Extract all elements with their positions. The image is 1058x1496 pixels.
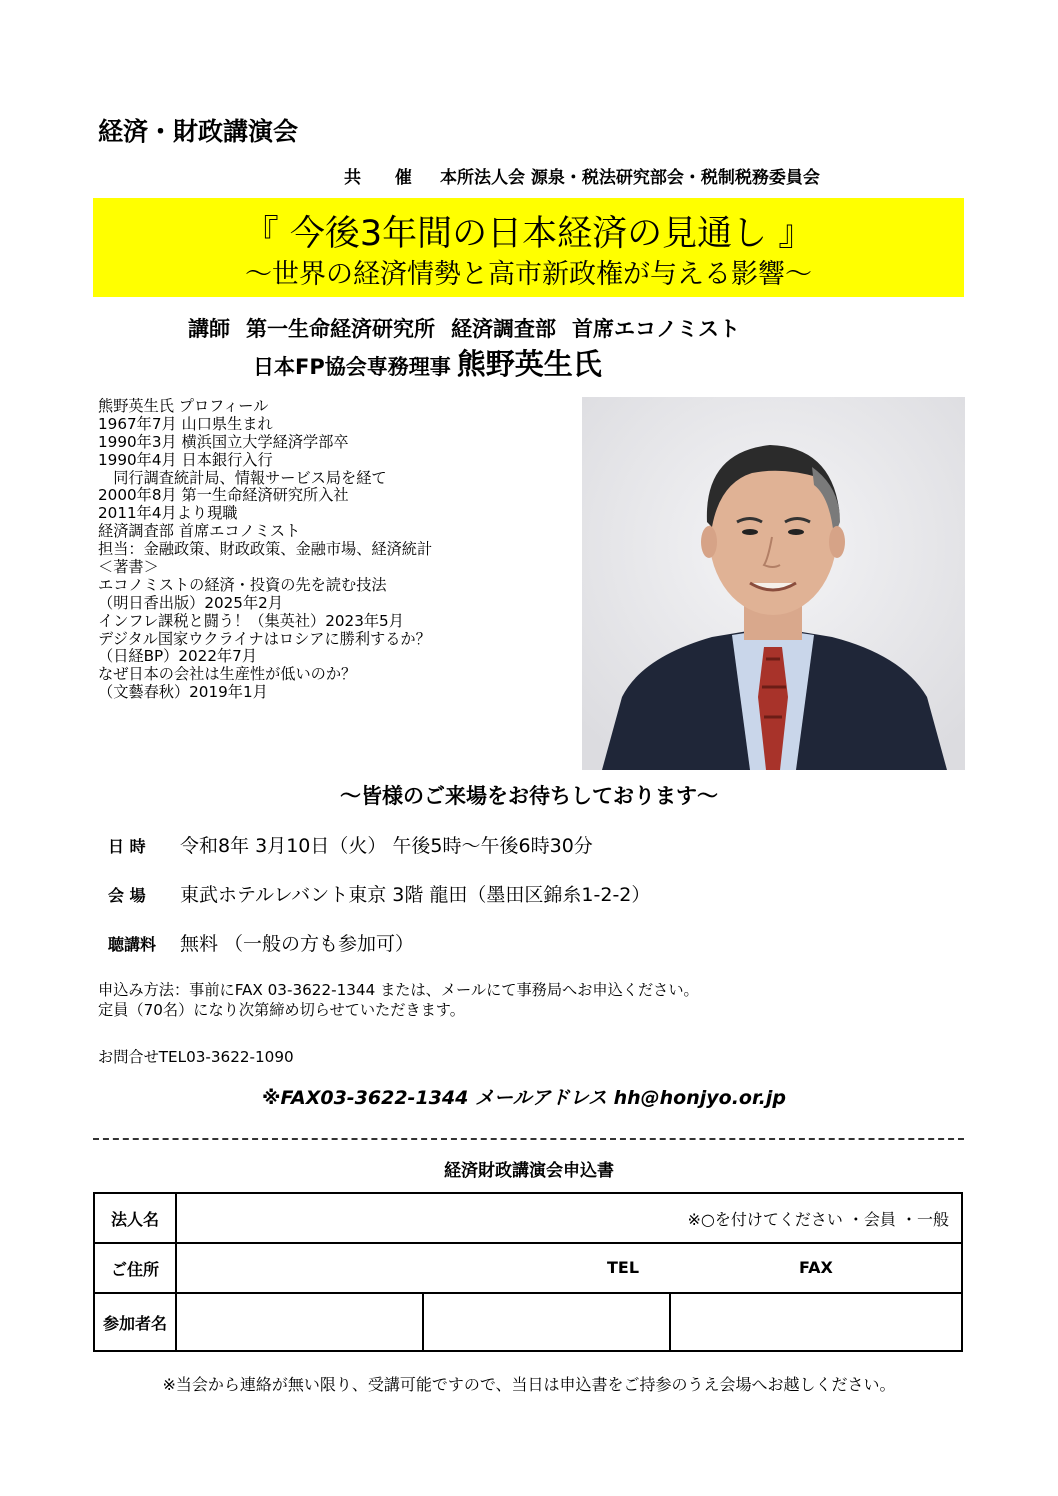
lecturer-label: 講師	[188, 317, 230, 341]
address-field[interactable]	[176, 1243, 962, 1293]
event-date: 令和8年 3月10日（火） 午後5時～午後6時30分	[180, 835, 593, 857]
event-fee: 無料 （一般の方も参加可）	[180, 933, 415, 955]
lecturer-name: 熊野英生氏	[456, 347, 602, 381]
member-note: ※○を付けてください ・会員 ・一般	[687, 1209, 949, 1229]
capacity-note: 定員（70名）になり次第締め切らせていただきます。	[98, 1001, 465, 1019]
participant-field-3[interactable]	[670, 1293, 962, 1351]
lecturer-profile	[98, 398, 432, 702]
lecture-subtitle: ～世界の経済情勢と高市新政権が与える影響～	[245, 259, 812, 290]
profile-line: 1990年3月 横浜国立大学経済学部卒	[98, 432, 349, 451]
profile-line: 担当：金融政策、財政政策、金融市場、経済統計	[98, 540, 433, 559]
venue-label: 会 場	[108, 886, 146, 905]
participant-label: 参加者名	[94, 1293, 176, 1351]
company-label: 法人名	[94, 1193, 176, 1243]
title-banner	[93, 198, 964, 297]
profile-line: ＜著書＞	[98, 558, 159, 577]
profile-line: 経済調査部 首席エコノミスト	[98, 522, 301, 541]
lecturer-role: 日本FP協会専務理事	[253, 355, 451, 379]
lecturer-org: 第一生命経済研究所	[246, 317, 435, 341]
lecturer-affiliation	[188, 313, 740, 343]
profile-line: 1967年7月 山口県生まれ	[98, 414, 273, 433]
event-type-heading: 経済・財政講演会	[98, 117, 299, 146]
profile-line: （文藝春秋）2019年1月	[98, 683, 268, 702]
lecture-title: 『 今後3年間の日本経済の見通し 』	[243, 214, 814, 254]
event-venue: 東武ホテルレバント東京 3階 龍田（墨田区錦糸1-2-2）	[180, 884, 651, 906]
application-form-table	[93, 1192, 963, 1352]
cohost-text: 本所法人会 源泉・税法研究部会・税制税務委員会	[440, 168, 820, 188]
tel-label: TEL	[607, 1258, 640, 1277]
footer-note: ※当会から連絡が無い限り、受講可能ですので、当日は申込書をご持参のうえ会場へお越しください。	[162, 1375, 896, 1394]
profile-line: インフレ課税と闘う！（集英社）2023年5月	[98, 611, 404, 630]
participant-field-2[interactable]	[423, 1293, 670, 1351]
fax-label: FAX	[799, 1258, 833, 1277]
fee-label: 聴講料	[108, 935, 157, 954]
cohost-label: 共 催	[344, 168, 426, 188]
participant-field-1[interactable]	[176, 1293, 423, 1351]
profile-line: 同行調査統計局、情報サービス局を経て	[98, 468, 387, 487]
profile-line: 1990年4月 日本銀行入行	[98, 450, 273, 469]
profile-line: （明日香出版）2025年2月	[98, 593, 284, 612]
form-title: 経済財政講演会申込書	[444, 1161, 614, 1181]
cohost-line	[344, 163, 820, 188]
event-fee-row	[108, 929, 414, 956]
profile-line: 2011年4月より現職	[98, 504, 238, 523]
contact-fax-email: ※FAX03-3622-1344 メールアドレス hh@honjyo.or.jp	[262, 1087, 786, 1109]
address-label: ご住所	[94, 1243, 176, 1293]
event-date-row	[108, 831, 593, 858]
profile-line: 2000年8月 第一生命経済研究所入社	[98, 486, 349, 505]
welcome-message: ～皆様のご来場をお待ちしております～	[340, 784, 718, 808]
inquiry-phone: お問合せTEL03-3622-1090	[98, 1048, 294, 1066]
profile-line: 熊野英生氏 プロフィール	[98, 397, 269, 415]
profile-line: （日経BP）2022年7月	[98, 647, 258, 666]
profile-line: エコノミストの経済・投資の先を読む技法	[98, 575, 387, 594]
lecturer-role-line	[253, 342, 602, 383]
event-venue-row	[108, 880, 650, 907]
lecturer-photo	[582, 397, 965, 770]
application-method: 申込み方法：事前にFAX 03-3622-1344 または、メールにて事務局へお申込ください。	[98, 981, 699, 999]
lecturer-position: 首席エコノミスト	[572, 317, 740, 341]
profile-line: デジタル国家ウクライナはロシアに勝利するか？	[98, 629, 431, 648]
date-label: 日 時	[108, 837, 146, 856]
profile-line: なぜ日本の会社は生産性が低いのか？	[98, 665, 357, 684]
lecturer-dept: 経済調査部	[451, 317, 556, 341]
cut-line-divider	[93, 1138, 964, 1140]
company-field[interactable]	[176, 1193, 962, 1243]
